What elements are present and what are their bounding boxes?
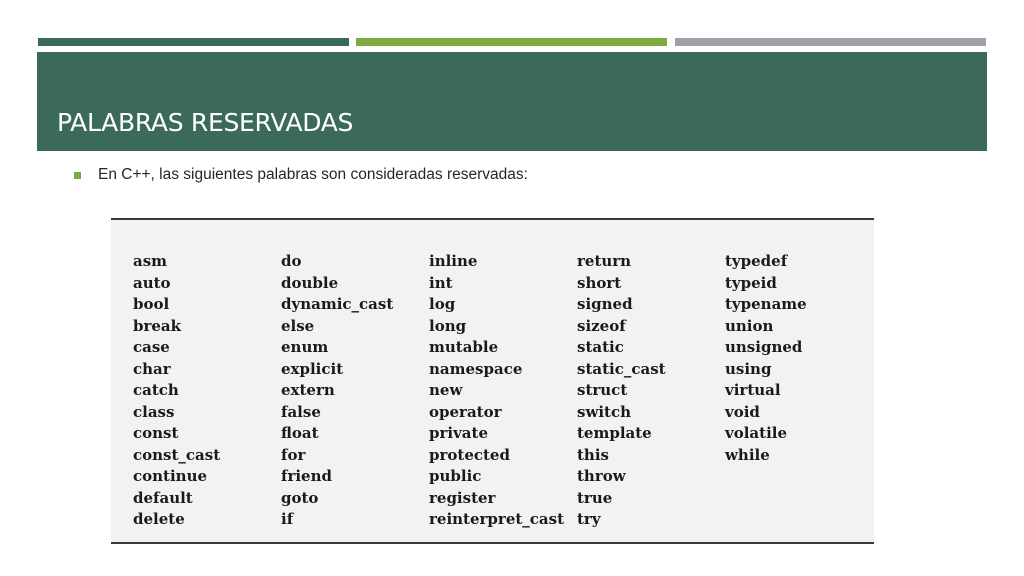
keyword-item: using: [725, 359, 772, 378]
keyword-item: typedef: [725, 252, 788, 270]
keyword-item: signed: [577, 295, 633, 313]
keyword-item: return: [577, 252, 632, 270]
keyword-item: if: [281, 510, 294, 528]
keyword-item: new: [429, 381, 463, 399]
keyword-item: false: [281, 402, 321, 421]
slide-title: PALABRAS RESERVADAS: [57, 108, 354, 137]
keyword-item: break: [133, 316, 182, 335]
keyword-item: virtual: [725, 381, 781, 399]
keyword-item: char: [133, 359, 171, 378]
keyword-item: sizeof: [577, 316, 626, 335]
keyword-item: log: [429, 295, 456, 313]
keyword-item: explicit: [281, 359, 344, 378]
keywords-column-3: [429, 251, 564, 531]
bullet-text: En C++, las siguientes palabras son consideradas reservadas:: [98, 166, 528, 183]
keyword-item: true: [577, 488, 613, 507]
keyword-item: short: [577, 273, 622, 292]
keyword-item: catch: [133, 381, 179, 399]
keyword-item: union: [725, 316, 774, 335]
keyword-item: asm: [133, 252, 168, 270]
top-accent-bar-light-green: [356, 38, 667, 46]
keyword-item: extern: [281, 381, 335, 399]
keyword-item: delete: [133, 510, 185, 528]
keyword-item: int: [429, 273, 453, 292]
keyword-item: protected: [429, 445, 510, 464]
keyword-item: static: [577, 338, 624, 356]
keyword-item: auto: [133, 273, 171, 292]
keyword-item: while: [725, 445, 770, 464]
keywords-column-2: [281, 251, 393, 531]
keyword-item: bool: [133, 295, 170, 313]
title-band: [37, 52, 987, 151]
keyword-item: do: [281, 252, 302, 270]
keywords-table: [111, 218, 874, 544]
keyword-item: friend: [281, 467, 332, 485]
keyword-item: continue: [133, 467, 208, 485]
keyword-item: const: [133, 424, 179, 442]
keyword-item: reinterpret_cast: [429, 510, 565, 528]
keyword-item: register: [429, 488, 496, 507]
keyword-item: goto: [281, 488, 319, 507]
keyword-item: for: [281, 445, 306, 464]
keyword-item: case: [133, 338, 170, 356]
keyword-item: typeid: [725, 273, 777, 292]
square-bullet-icon: [74, 172, 81, 179]
keyword-item: long: [429, 316, 467, 335]
top-accent-bar-dark-green: [38, 38, 349, 46]
keyword-item: float: [281, 424, 319, 442]
top-accent-bar-gray: [675, 38, 986, 46]
keyword-item: static_cast: [577, 359, 666, 378]
keyword-item: struct: [577, 381, 628, 399]
keyword-item: typename: [725, 295, 807, 313]
keywords-column-4: [577, 251, 666, 531]
keyword-item: try: [577, 510, 601, 528]
keyword-item: switch: [577, 402, 632, 421]
keyword-item: this: [577, 445, 609, 464]
keyword-item: operator: [429, 402, 502, 421]
keyword-item: private: [429, 424, 488, 442]
keyword-item: double: [281, 273, 339, 292]
keyword-item: enum: [281, 338, 329, 356]
keyword-item: else: [281, 316, 315, 335]
keyword-item: public: [429, 467, 482, 485]
keyword-item: void: [725, 402, 760, 421]
bullet-item: [74, 166, 528, 184]
keyword-item: dynamic_cast: [281, 295, 394, 313]
keyword-item: mutable: [429, 338, 499, 356]
keyword-item: const_cast: [133, 445, 221, 464]
keywords-column-5: [725, 251, 807, 466]
keyword-item: volatile: [725, 424, 788, 442]
keyword-item: namespace: [429, 359, 523, 378]
keyword-item: throw: [577, 467, 626, 485]
keyword-item: unsigned: [725, 338, 803, 356]
keyword-item: class: [133, 402, 175, 421]
keyword-item: default: [133, 488, 193, 507]
keyword-item: template: [577, 424, 652, 442]
keyword-item: inline: [429, 252, 478, 270]
keywords-column-1: [133, 251, 220, 531]
